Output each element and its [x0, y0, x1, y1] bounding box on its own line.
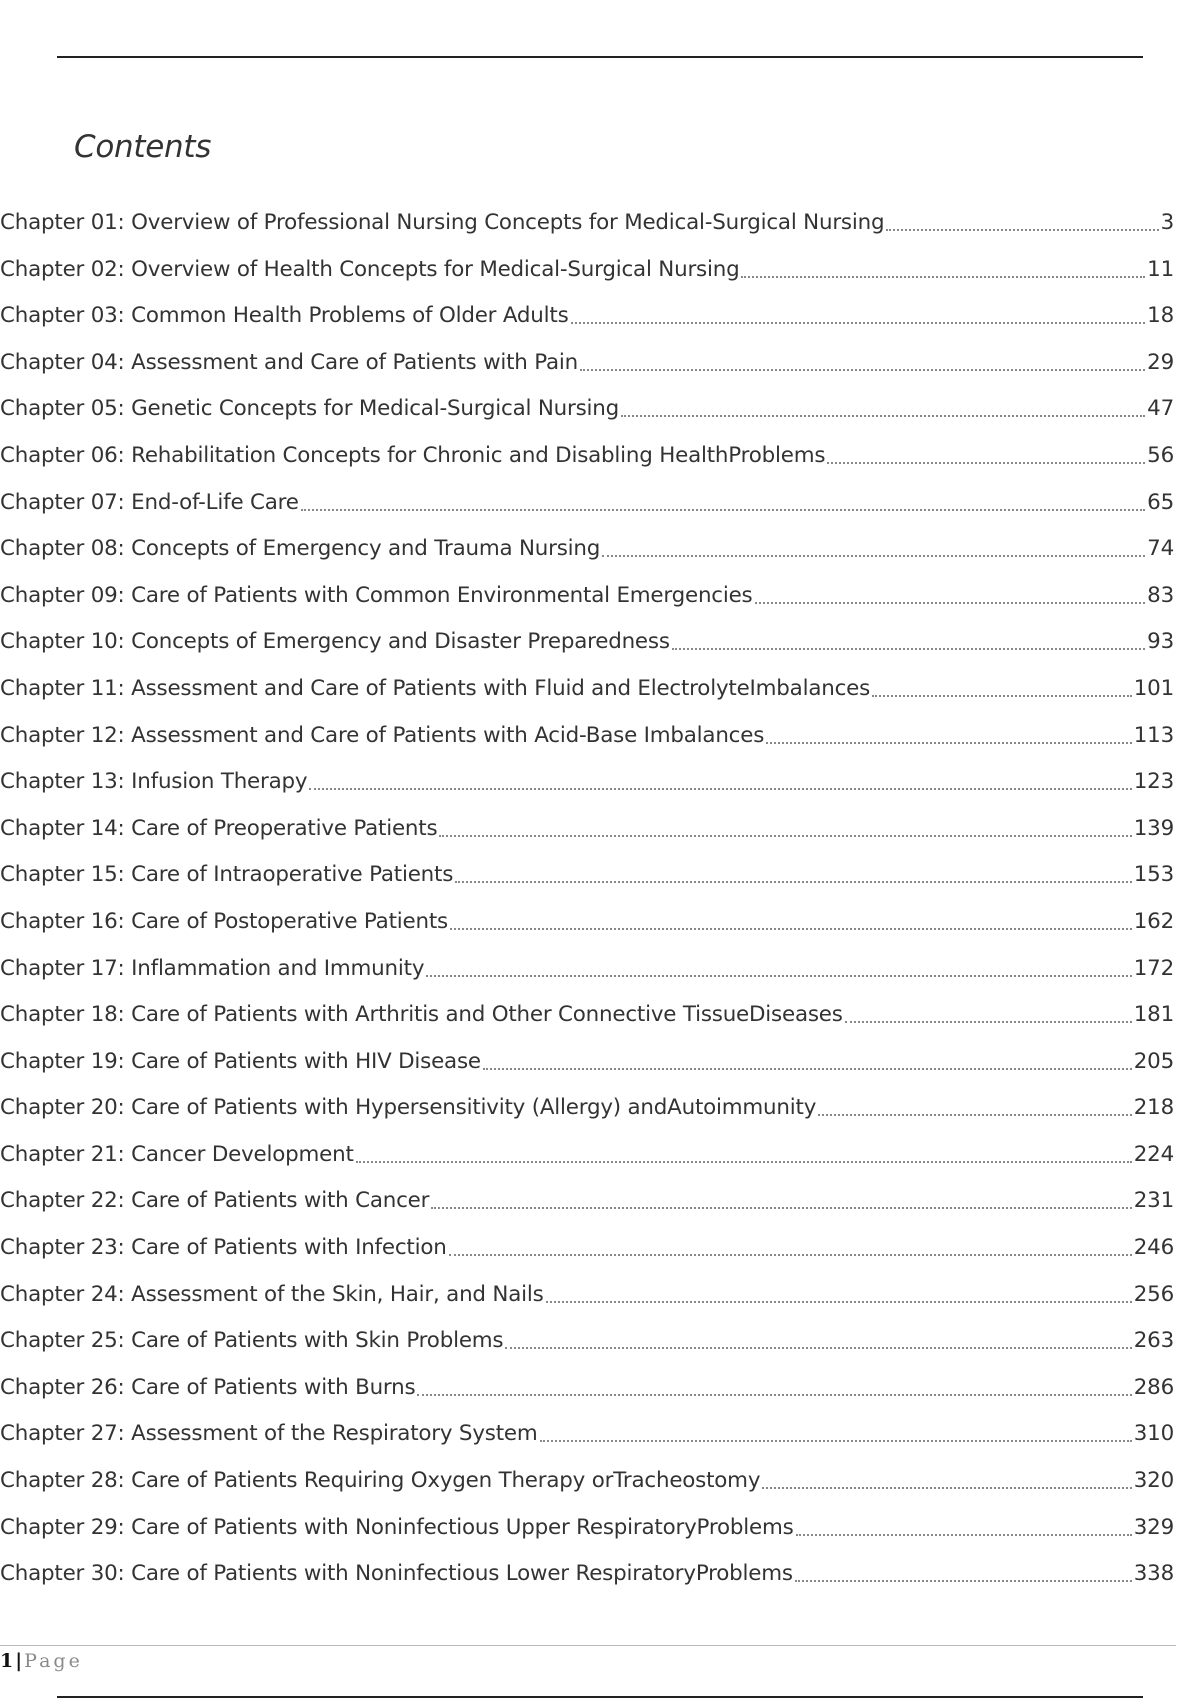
toc-entry-title: Chapter 17: Inflammation and Immunity [0, 955, 425, 981]
toc-entry[interactable] [0, 864, 1174, 911]
toc-entry-title: Chapter 11: Assessment and Care of Patients with Fluid and ElectrolyteImbalances [0, 675, 871, 701]
toc-entry-title: Chapter 15: Care of Intraoperative Patients [0, 862, 454, 888]
toc-entry-page: 74 [1147, 536, 1174, 562]
toc-entry-title: Chapter 28: Care of Patients Requiring Oxygen Therapy orTracheostomy [0, 1468, 761, 1494]
toc-entry-title: Chapter 04: Assessment and Care of Patients with Pain [0, 349, 578, 375]
toc-dot-leader [449, 1254, 1132, 1256]
toc-entry-title: Chapter 05: Genetic Concepts for Medical-Surgical Nursing [0, 396, 620, 422]
toc-dot-leader [672, 648, 1145, 650]
toc-dot-leader [755, 602, 1146, 604]
toc-entry[interactable] [0, 722, 1174, 772]
toc-entry-page: 56 [1147, 442, 1174, 468]
toc-entry[interactable] [0, 1190, 1174, 1237]
toc-dot-leader [301, 509, 1145, 511]
toc-entry[interactable] [0, 489, 1174, 539]
toc-entry[interactable] [0, 1097, 1174, 1144]
toc-dot-leader [431, 1207, 1132, 1209]
toc-entry-page: 113 [1133, 722, 1174, 748]
toc-dot-leader [571, 322, 1146, 324]
toc-entry-title: Chapter 06: Rehabilitation Concepts for Chronic and Disabling HealthProblems [0, 442, 826, 468]
toc-entry[interactable] [0, 398, 1174, 445]
page-footer [0, 1652, 83, 1671]
toc-entry-page: 139 [1133, 815, 1174, 841]
toc-entry-page: 65 [1147, 489, 1174, 515]
toc-entry[interactable] [0, 1563, 1174, 1610]
toc-entry-title: Chapter 08: Concepts of Emergency and Trauma Nursing [0, 536, 601, 562]
toc-entry[interactable] [0, 538, 1174, 585]
toc-entry-title: Chapter 25: Care of Patients with Skin Problems [0, 1328, 504, 1354]
toc-entry-title: Chapter 27: Assessment of the Respiratory System [0, 1421, 538, 1447]
toc-entry-page: 123 [1133, 769, 1174, 795]
toc-entry-title: Chapter 16: Care of Postoperative Patients [0, 908, 448, 934]
toc-dot-leader [741, 276, 1145, 278]
toc-dot-leader [818, 1114, 1132, 1116]
toc-dot-leader [845, 1021, 1132, 1023]
toc-entry[interactable] [0, 1281, 1174, 1331]
toc-entry-page: 29 [1147, 349, 1174, 375]
toc-dot-leader [483, 1068, 1132, 1070]
toc-dot-leader [450, 928, 1132, 930]
toc-entry-page: 83 [1147, 582, 1174, 608]
toc-entry-title: Chapter 30: Care of Patients with Noninfectious Lower RespiratoryProblems [0, 1561, 793, 1587]
toc-entry-page: 11 [1147, 256, 1174, 282]
toc-entry-title: Chapter 26: Care of Patients with Burns [0, 1374, 416, 1400]
toc-dot-leader [886, 229, 1158, 231]
toc-entry[interactable] [0, 442, 1174, 492]
toc-entry-title: Chapter 20: Care of Patients with Hypersensitivity (Allergy) andAutoimmunity [0, 1095, 817, 1121]
toc-dot-leader [540, 1440, 1132, 1442]
toc-entry-title: Chapter 18: Care of Patients with Arthritis and Other Connective TissueDiseases [0, 1002, 843, 1028]
toc-entry-title: Chapter 14: Care of Preoperative Patients [0, 815, 438, 841]
toc-entry-page: 3 [1160, 210, 1174, 235]
toc-entry-page: 224 [1133, 1141, 1174, 1167]
toc-dot-leader [795, 1580, 1132, 1582]
toc-dot-leader [455, 881, 1132, 883]
contents-heading: Contents [74, 129, 212, 165]
toc-entry[interactable] [0, 771, 1174, 818]
toc-entry-page: 286 [1133, 1374, 1174, 1400]
toc-dot-leader [796, 1534, 1132, 1536]
footer-separator: | [15, 1650, 23, 1672]
toc-dot-leader [505, 1347, 1131, 1349]
toc-entry-title: Chapter 21: Cancer Development [0, 1141, 354, 1167]
toc-entry-page: 205 [1133, 1048, 1174, 1074]
toc-entry-title: Chapter 22: Care of Patients with Cancer [0, 1188, 430, 1214]
toc-entry-page: 153 [1133, 862, 1174, 888]
footer-page-number: 1 [0, 1650, 14, 1672]
toc-dot-leader [762, 1487, 1131, 1489]
toc-entry[interactable] [0, 1048, 1174, 1098]
toc-dot-leader [546, 1301, 1132, 1303]
toc-entry-page: 101 [1133, 675, 1174, 701]
toc-entry-page: 329 [1133, 1514, 1174, 1540]
toc-entry-page: 263 [1133, 1328, 1174, 1354]
toc-entry[interactable] [0, 1004, 1174, 1051]
toc-entry[interactable] [0, 582, 1174, 632]
toc-entry-title: Chapter 12: Assessment and Care of Patients with Acid-Base Imbalances [0, 722, 765, 748]
toc-entry-title: Chapter 01: Overview of Professional Nursing Concepts for Medical-Surgical Nursing [0, 210, 885, 235]
toc-entry-title: Chapter 02: Overview of Health Concepts for Medical-Surgical Nursing [0, 256, 740, 282]
toc-entry-title: Chapter 24: Assessment of the Skin, Hair, and Nails [0, 1281, 544, 1307]
toc-entry[interactable] [0, 1330, 1174, 1377]
toc-entry-title: Chapter 29: Care of Patients with Noninfectious Upper RespiratoryProblems [0, 1514, 794, 1540]
toc-dot-leader [417, 1394, 1131, 1396]
toc-entry-page: 47 [1147, 396, 1174, 422]
toc-entry[interactable] [0, 1423, 1174, 1470]
toc-entry-page: 18 [1147, 303, 1174, 329]
toc-entry-page: 256 [1133, 1281, 1174, 1307]
toc-entry-title: Chapter 23: Care of Patients with Infection [0, 1235, 447, 1261]
toc-dot-leader [827, 462, 1145, 464]
toc-dot-leader [621, 415, 1145, 417]
toc-entry-title: Chapter 13: Infusion Therapy [0, 769, 308, 795]
toc-dot-leader [309, 788, 1131, 790]
toc-dot-leader [602, 555, 1145, 557]
toc-dot-leader [356, 1161, 1132, 1163]
toc-entry[interactable] [0, 1237, 1174, 1284]
toc-entry[interactable] [0, 955, 1174, 1005]
toc-entry[interactable] [0, 675, 1174, 725]
toc-dot-leader [580, 369, 1145, 371]
toc-dot-leader [426, 975, 1131, 977]
toc-entry-title: Chapter 03: Common Health Problems of Older Adults [0, 303, 569, 329]
toc-entry[interactable] [0, 1374, 1174, 1424]
toc-entry-page: 181 [1133, 1002, 1174, 1028]
toc-entry[interactable] [0, 815, 1174, 865]
toc-entry-page: 172 [1133, 955, 1174, 981]
toc-entry-page: 320 [1133, 1468, 1174, 1494]
bottom-rule [57, 1696, 1143, 1698]
toc-entry-page: 93 [1147, 629, 1174, 655]
toc-entry-title: Chapter 19: Care of Patients with HIV Disease [0, 1048, 481, 1074]
footer-page-word: Page [24, 1650, 83, 1672]
toc-entry[interactable] [0, 305, 1174, 352]
toc-entry-title: Chapter 07: End-of-Life Care [0, 489, 299, 515]
toc-entry-page: 162 [1133, 908, 1174, 934]
toc-entry-page: 338 [1133, 1561, 1174, 1587]
toc-entry-page: 246 [1133, 1235, 1174, 1261]
toc-entry-page: 231 [1133, 1188, 1174, 1214]
table-of-contents [0, 212, 1174, 1610]
toc-dot-leader [872, 695, 1132, 697]
toc-dot-leader [439, 835, 1131, 837]
header-rule [57, 56, 1143, 58]
toc-entry-title: Chapter 10: Concepts of Emergency and Disaster Preparedness [0, 629, 670, 655]
toc-entry-title: Chapter 09: Care of Patients with Common Environmental Emergencies [0, 582, 753, 608]
toc-entry[interactable] [0, 1141, 1174, 1191]
toc-entry[interactable] [0, 908, 1174, 958]
toc-entry[interactable] [0, 1514, 1174, 1564]
toc-entry[interactable] [0, 256, 1174, 306]
toc-entry[interactable] [0, 212, 1174, 259]
toc-entry-page: 218 [1133, 1095, 1174, 1121]
toc-entry[interactable] [0, 631, 1174, 678]
toc-entry[interactable] [0, 1470, 1174, 1517]
toc-entry-page: 310 [1133, 1421, 1174, 1447]
toc-entry[interactable] [0, 349, 1174, 399]
footer-rule [0, 1645, 1176, 1646]
toc-dot-leader [766, 742, 1132, 744]
